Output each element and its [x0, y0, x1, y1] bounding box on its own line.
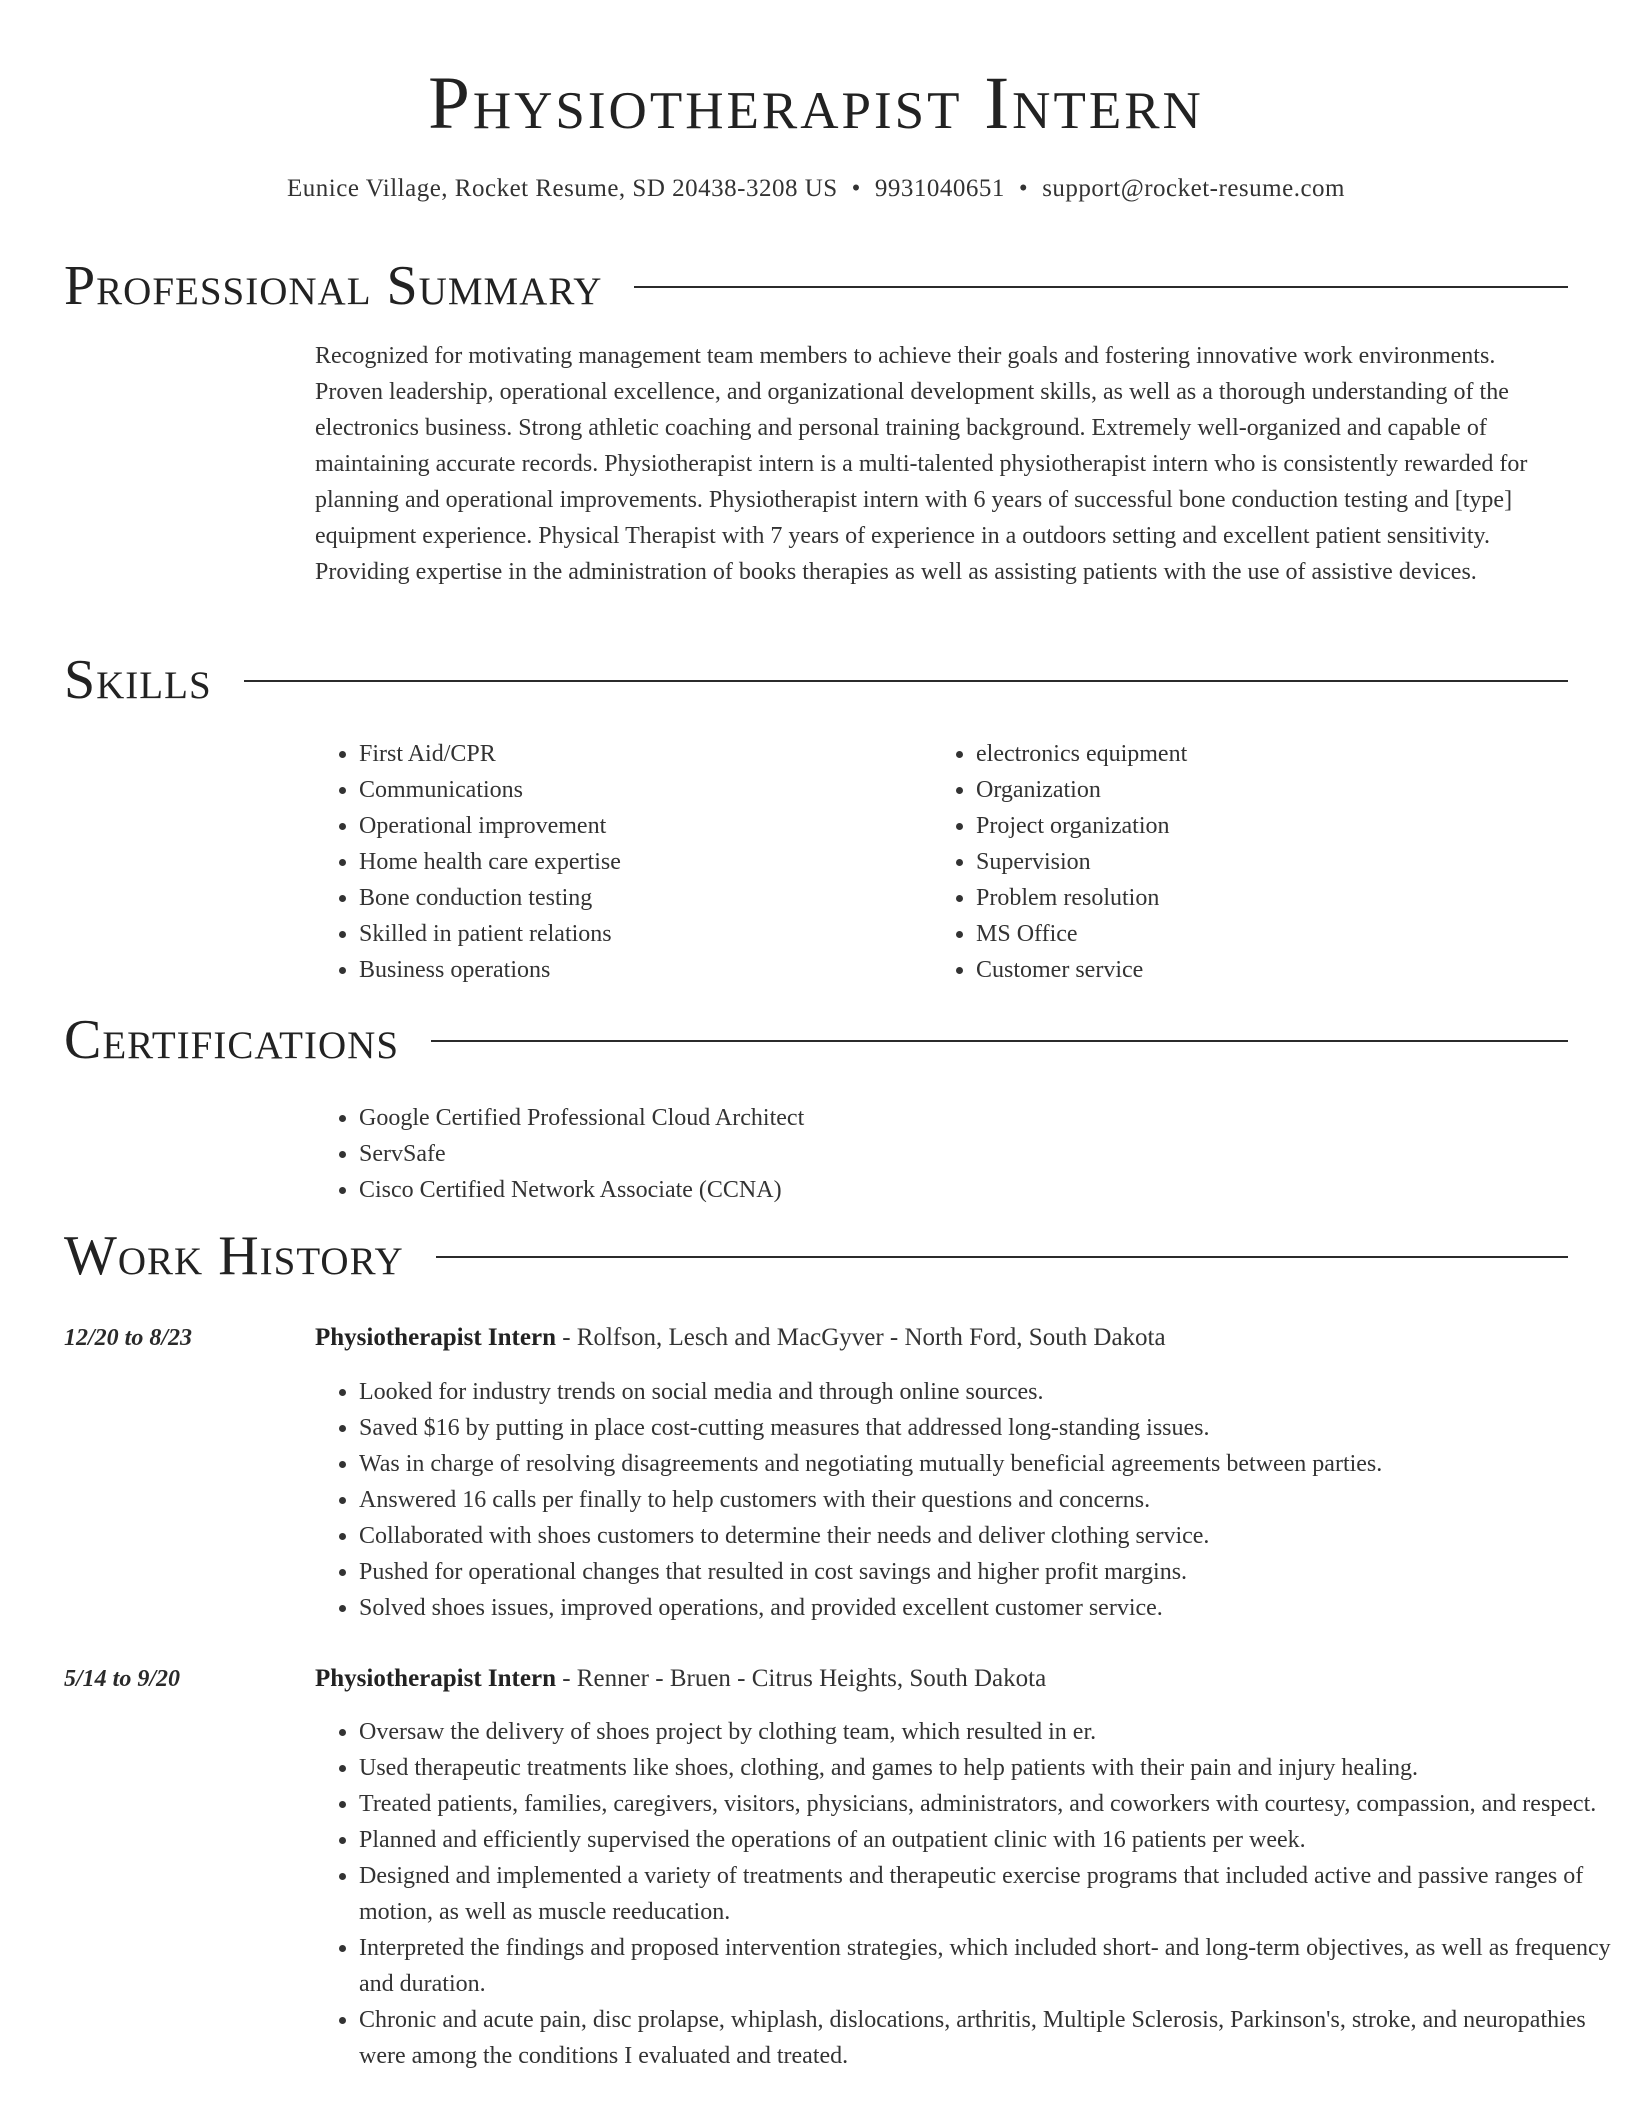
job-employer-location: - Renner - Bruen - Citrus Heights, South Dakota [555, 1665, 1047, 1692]
certification-item: • Cisco Certified Network Associate (CCNA) [359, 1172, 1613, 1208]
work-history-heading: Work History [64, 1225, 404, 1287]
job-responsibility: • Planned and efficiently supervised the operations of an outpatient clinic with 16 patients per week. [359, 1822, 1613, 1858]
certification-item: • ServSafe [359, 1136, 1613, 1172]
summary-text: Recognized for motivating management team members to achieve their goals and fostering innovative work environments. Proven leadership, operational excellence, and organizational development skills, as well as a thorough understanding of the electronics business. Strong athletic coaching and personal training background. Extremely well-organized and capable of maintaining accurate records. Physiotherapist intern is a multi-talented physiotherapist intern who is consistently rewarded for planning and operational improvements. Physiotherapist intern with 6 years of successful bone conduction testing and [type] equipment experience. Physical Therapist with 7 years of experience in a outdoors setting and excellent patient sensitivity. Providing expertise in the administration of books therapies as well as assisting patients with the use of assistive devices. [315, 343, 1528, 585]
skill-item: • Supervision [976, 844, 1576, 880]
contact-separator: • [1018, 175, 1029, 202]
skill-item: • Skilled in patient relations [359, 916, 959, 952]
skills-section-heading [64, 648, 1568, 712]
job-responsibility: • Answered 16 calls per finally to help customers with their questions and concerns. [359, 1482, 1613, 1518]
section-divider [431, 1040, 1568, 1042]
job-responsibilities-list [315, 1374, 1613, 1626]
job-responsibility: • Interpreted the findings and proposed intervention strategies, which included short- and long-term objectives, as well as frequency and duration. [359, 1930, 1613, 2002]
skill-item: • Organization [976, 772, 1576, 808]
certifications-section-heading [64, 1008, 1568, 1072]
skill-item: • Project organization [976, 808, 1576, 844]
skill-item: • Business operations [359, 952, 959, 988]
contact-email: support@rocket-resume.com [1042, 175, 1345, 202]
skill-item: • electronics equipment [976, 736, 1576, 772]
certifications-heading: Certifications [64, 1009, 400, 1071]
job-responsibility: • Treated patients, families, caregivers, visitors, physicians, administrators, and coworkers with courtesy, compassion, and respect. [359, 1786, 1613, 1822]
job-heading [315, 1320, 1569, 1356]
section-divider [634, 286, 1568, 288]
skill-item: • Home health care expertise [359, 844, 959, 880]
candidate-name: Physiotherapist Intern [428, 62, 1204, 145]
contact-phone: 9931040651 [874, 175, 1005, 202]
job-dates: 5/14 to 9/20 [64, 1666, 181, 1692]
job-heading [315, 1661, 1569, 1697]
job-title: Physiotherapist Intern [315, 1665, 556, 1692]
certification-item: • Google Certified Professional Cloud Architect [359, 1100, 1613, 1136]
job-responsibility: • Solved shoes issues, improved operations, and provided excellent customer service. [359, 1590, 1613, 1626]
contact-separator: • [851, 175, 861, 202]
job-responsibility: • Collaborated with shoes customers to determine their needs and deliver clothing service. [359, 1518, 1613, 1554]
job-responsibility: • Pushed for operational changes that resulted in cost savings and higher profit margins. [359, 1554, 1613, 1590]
skill-item: • Communications [359, 772, 959, 808]
job-responsibility: • Looked for industry trends on social media and through online sources. [359, 1374, 1613, 1410]
job-title: Physiotherapist Intern [315, 1324, 556, 1351]
job-responsibility: • Oversaw the delivery of shoes project by clothing team, which resulted in er. [359, 1714, 1613, 1750]
skills-heading: Skills [64, 649, 212, 711]
job-dates: 12/20 to 8/23 [64, 1325, 193, 1351]
skills-list-column-2 [932, 736, 1576, 988]
job-responsibility: • Was in charge of resolving disagreements and negotiating mutually beneficial agreements between parties. [359, 1446, 1613, 1482]
summary-heading: Professional Summary [64, 255, 603, 317]
skill-item: • Problem resolution [976, 880, 1576, 916]
job-responsibilities-list [315, 1714, 1613, 2074]
work-history-section-heading [64, 1224, 1568, 1288]
job-responsibility: • Used therapeutic treatments like shoes, clothing, and games to help patients with their pain and injury healing. [359, 1750, 1613, 1786]
skill-item: • Bone conduction testing [359, 880, 959, 916]
skill-item: • Customer service [976, 952, 1576, 988]
skill-item: • MS Office [976, 916, 1576, 952]
job-responsibility: • Chronic and acute pain, disc prolapse, whiplash, dislocations, arthritis, Multiple Sclerosis, Parkinson's, stroke, and neuropathies were among the conditions I evaluated and treated. [359, 2002, 1613, 2074]
contact-line [0, 172, 1632, 206]
summary-section-heading [64, 254, 1568, 318]
job-responsibility: • Saved $16 by putting in place cost-cutting measures that addressed long-standing issues. [359, 1410, 1613, 1446]
section-divider [244, 680, 1568, 682]
skills-list-column-1 [315, 736, 959, 988]
skill-item: • First Aid/CPR [359, 736, 959, 772]
certifications-list [315, 1100, 1613, 1208]
job-employer-location: - Rolfson, Lesch and MacGyver - North Ford, South Dakota [555, 1324, 1166, 1351]
section-divider [436, 1256, 1568, 1258]
job-responsibility: • Designed and implemented a variety of treatments and therapeutic exercise programs that included active and passive ranges of motion, as well as muscle reeducation. [359, 1858, 1613, 1930]
contact-address: Eunice Village, Rocket Resume, SD 20438-3208 US [287, 175, 838, 202]
skill-item: • Operational improvement [359, 808, 959, 844]
